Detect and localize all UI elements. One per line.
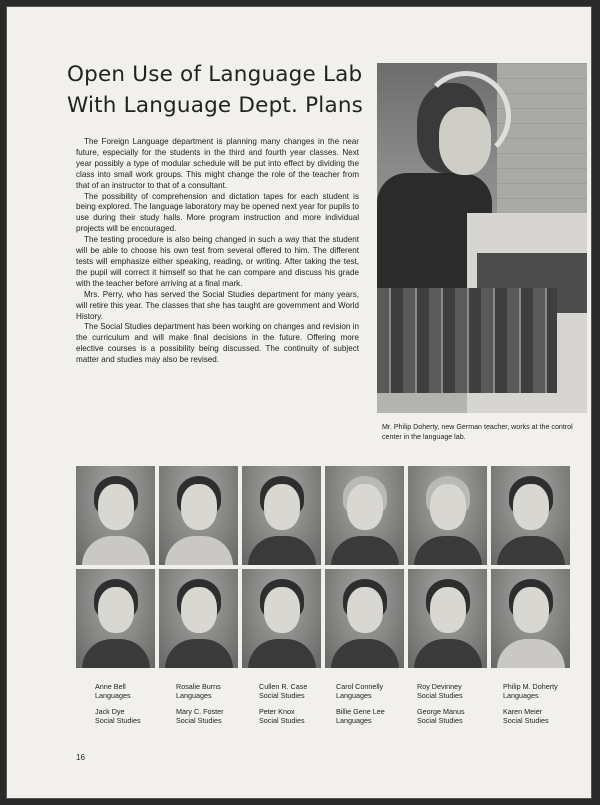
portrait-shoulders: [82, 639, 150, 668]
photo-tape-boxes: [377, 288, 557, 393]
portrait-shoulders: [414, 639, 482, 668]
portrait-billie-gene-lee: [325, 569, 404, 668]
faculty-name: Cullen R. Case: [259, 682, 308, 691]
portrait-shoulders: [331, 639, 399, 668]
faculty-caption: [336, 708, 417, 725]
portrait-face: [513, 587, 549, 633]
article-body: [76, 137, 359, 366]
page-number: 16: [76, 753, 85, 762]
faculty-department: Social Studies: [95, 715, 141, 725]
portrait-shoulders: [165, 639, 233, 668]
faculty-caption: [95, 683, 176, 700]
portrait-face: [513, 484, 549, 530]
faculty-caption: [259, 683, 336, 700]
article-paragraph: The testing procedure is also being changed in such a way that the student will be able to choose his own test from several offered to him. The different tests will emphasize either speaking, reading, or writing. After taking the test, the pupil will correct it himself so that he can compare and discuss his grade with the teacher before arriving at a final mark.: [76, 235, 359, 288]
faculty-caption: [503, 708, 583, 725]
portrait-shoulders: [497, 536, 565, 565]
portrait-shoulders: [248, 536, 316, 565]
faculty-department: Social Studies: [259, 715, 305, 725]
portrait-jack-dye: [76, 569, 155, 668]
headline-line-2: With Language Dept. Plans: [67, 93, 364, 118]
faculty-department: Social Studies: [259, 690, 305, 700]
faculty-department: Social Studies: [176, 715, 222, 725]
photo-caption: Mr. Philip Doherty, new German teacher, works at the control center in the language lab.: [382, 423, 573, 441]
portrait-face: [181, 587, 217, 633]
faculty-name: George Manus: [417, 707, 465, 717]
portrait-face: [347, 587, 383, 633]
portrait-anne-bell: [76, 466, 155, 565]
faculty-name: Karen Meier: [503, 707, 543, 717]
article-headline: [67, 59, 367, 121]
portrait-shoulders: [165, 536, 233, 565]
portrait-cullen-case: [242, 466, 321, 565]
faculty-caption: [95, 708, 176, 725]
faculty-department: Languages: [176, 690, 212, 700]
portrait-face: [347, 484, 383, 530]
portrait-rosalie-burns: [159, 466, 238, 565]
portrait-face: [430, 587, 466, 633]
article-paragraph: The Foreign Language department is planning many changes in the near future, especially for the students in the third and fourth year classes. Next year possibly a type of modular schedule will be put into effect by dividing the class into small work groups. This might change the role of the teacher from that of an instructor to that of a consultant.: [76, 137, 359, 190]
faculty-name: Mary C. Foster: [176, 707, 224, 717]
portrait-face: [98, 587, 134, 633]
portrait-shoulders: [414, 536, 482, 565]
faculty-department: Languages: [95, 690, 131, 700]
faculty-name: Billie Gene Lee: [336, 707, 385, 717]
faculty-department: Languages: [336, 715, 372, 725]
faculty-name: Jack Dye: [95, 707, 125, 717]
article-paragraph: The possibility of comprehension and dictation tapes for each student is being explored. The language laboratory may be opened next year for pupils to use during their study halls. More program instruction and more individual projects will be encouraged.: [76, 191, 359, 234]
faculty-department: Social Studies: [503, 715, 549, 725]
portrait-shoulders: [497, 639, 565, 668]
faculty-name: Rosalie Burns: [176, 682, 221, 691]
faculty-name: Anne Bell: [95, 682, 126, 691]
portrait-george-manus: [408, 569, 487, 668]
portrait-face: [181, 484, 217, 530]
faculty-caption: [176, 708, 259, 725]
portrait-shoulders: [331, 536, 399, 565]
portrait-face: [264, 484, 300, 530]
portrait-face: [264, 587, 300, 633]
faculty-name: Carol Connelly: [336, 682, 384, 691]
portrait-mary-foster: [159, 569, 238, 668]
faculty-department: Languages: [336, 690, 372, 700]
faculty-caption: [176, 683, 259, 700]
article-paragraph: The Social Studies department has been working on changes and revision in the curriculum and will make final decisions in the future. Offering more elective courses is a possibility being discussed. The continuity of subject matter and studies may also be revised.: [76, 322, 359, 365]
faculty-name-captions: [95, 683, 575, 725]
faculty-caption: [259, 708, 336, 725]
portrait-philip-doherty: [491, 466, 570, 565]
portrait-roy-devinney: [408, 466, 487, 565]
faculty-department: Social Studies: [417, 715, 463, 725]
faculty-name: Roy Devinney: [417, 682, 462, 691]
language-lab-photo: [377, 63, 587, 413]
article-paragraph: Mrs. Perry, who has served the Social Studies department for many years, will retire this year. The classes that she has taught are government and World History.: [76, 289, 359, 321]
photo-wall: [497, 63, 587, 213]
portrait-carol-connelly: [325, 466, 404, 565]
portrait-karen-meier: [491, 569, 570, 668]
portrait-face: [430, 484, 466, 530]
faculty-name: Philip M. Doherty: [503, 682, 558, 691]
faculty-department: Languages: [503, 690, 539, 700]
portrait-face: [98, 484, 134, 530]
yearbook-page: [6, 6, 592, 799]
faculty-caption: [503, 683, 583, 700]
headset-icon: [421, 71, 511, 161]
faculty-name: Peter Knox: [259, 707, 295, 717]
faculty-caption: [417, 708, 503, 725]
portrait-shoulders: [82, 536, 150, 565]
faculty-caption: [417, 683, 503, 700]
faculty-portrait-grid: [76, 466, 571, 668]
portrait-shoulders: [248, 639, 316, 668]
faculty-department: Social Studies: [417, 690, 463, 700]
headline-line-1: Open Use of Language Lab: [67, 62, 363, 87]
faculty-caption: [336, 683, 417, 700]
portrait-peter-knox: [242, 569, 321, 668]
